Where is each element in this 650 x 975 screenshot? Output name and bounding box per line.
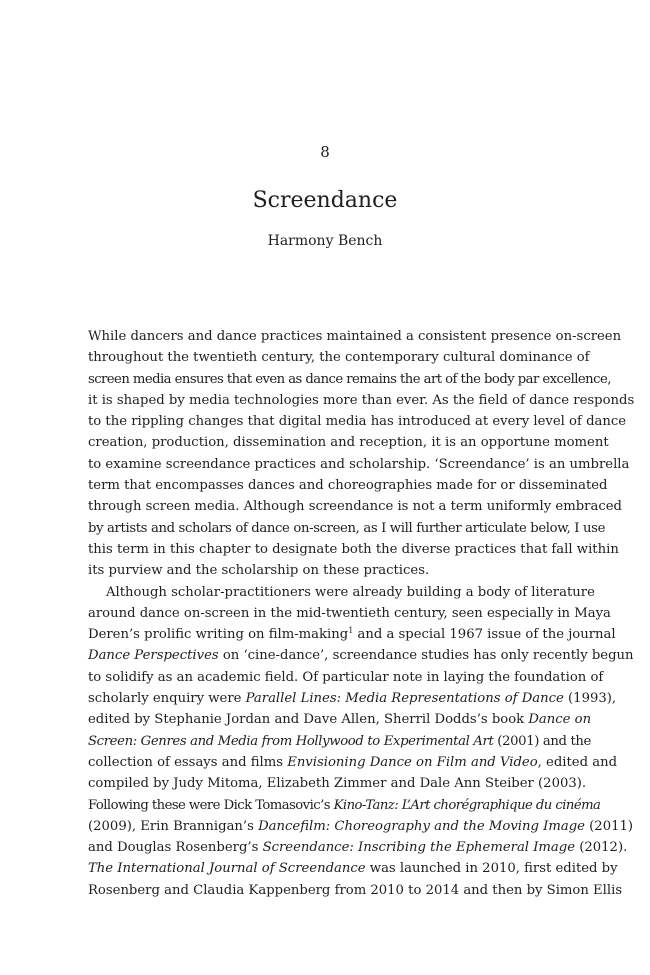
- text-line: [88, 837, 628, 858]
- text-span: (1993),: [563, 691, 617, 707]
- text-line: [88, 688, 617, 709]
- text-line: [88, 752, 618, 773]
- chapter-body: [88, 326, 635, 901]
- text-line: [88, 858, 618, 879]
- text-line: screen media ensures that even as dance remains the art of the body par excellence,: [88, 371, 611, 387]
- text-line: [88, 645, 634, 666]
- text-line: compiled by Judy Mitoma, Elizabeth Zimmer and Dale Ann Steiber (2003).: [88, 776, 587, 792]
- text-span: (2001) and the: [493, 733, 592, 749]
- text-line: [88, 816, 634, 837]
- text-span: (2009), Erin Brannigan’s: [88, 818, 259, 834]
- text-span: Deren’s prolific writing on film-making: [88, 627, 349, 643]
- text-span: and a special 1967 issue of the journal: [353, 627, 616, 643]
- text-line: [88, 731, 592, 752]
- text-line: [88, 624, 616, 645]
- chapter-author: Harmony Bench: [267, 233, 383, 249]
- text-span: scholarly enquiry were: [88, 691, 246, 707]
- italic-title: Envisioning Dance on Film and Video: [287, 754, 538, 770]
- text-line: [88, 795, 601, 816]
- chapter-number: 8: [320, 143, 330, 161]
- italic-title: Screendance: Inscribing the Ephemeral Image: [262, 840, 576, 856]
- italic-title: The International Journal of Screendance: [88, 861, 366, 877]
- italic-title: Parallel Lines: Media Representations of Dance: [245, 691, 564, 707]
- footnote-marker: 1: [348, 626, 354, 636]
- text-span: Following these were Dick Tomasovic’s: [88, 797, 334, 813]
- text-span: on ‘cine-dance’, screendance studies has only recently begun: [218, 648, 634, 664]
- italic-title: Screen: Genres and Media from Hollywood to Experimental Art: [88, 733, 494, 749]
- text-line: While dancers and dance practices maintained a consistent presence on-screen: [88, 329, 622, 344]
- text-line: its purview and the scholarship on these practices.: [88, 563, 430, 579]
- text-line: to the rippling changes that digital media has introduced at every level of dance: [88, 414, 627, 430]
- text-line: creation, production, dissemination and reception, it is an opportune moment: [88, 435, 609, 451]
- italic-title: Kino-Tanz: L’Art chorégraphique du cinéma: [333, 797, 601, 813]
- text-line: around dance on-screen in the mid-twentieth century, seen especially in Maya: [88, 605, 611, 621]
- text-line: to solidify as an academic field. Of particular note in laying the foundation of: [88, 669, 604, 685]
- paragraph-1: [88, 326, 635, 582]
- text-span: and Douglas Rosenberg’s: [88, 840, 263, 856]
- text-span: (2011): [584, 818, 634, 834]
- italic-title: Dance Perspectives: [88, 648, 219, 664]
- text-line: Rosenberg and Claudia Kappenberg from 2010 to 2014 and then by Simon Ellis: [88, 882, 623, 898]
- text-line: throughout the twentieth century, the contemporary cultural dominance of: [88, 350, 590, 366]
- text-line: this term in this chapter to designate both the diverse practices that fall within: [88, 541, 619, 557]
- text-line: to examine screendance practices and scholarship. ‘Screendance’ is an umbrella: [88, 456, 630, 472]
- text-span: edited by Stephanie Jordan and Dave Allen, Sherril Dodds’s book: [88, 712, 529, 728]
- text-line: Although scholar-practitioners were already building a body of literature: [106, 584, 595, 600]
- text-line: by artists and scholars of dance on-screen, as I will further articulate below, I use: [88, 520, 606, 536]
- text-line: [88, 709, 592, 730]
- text-span: collection of essays and films: [88, 754, 288, 770]
- italic-title: Dancefilm: Choreography and the Moving Image: [258, 818, 585, 834]
- text-line: it is shaped by media technologies more than ever. As the field of dance responds: [88, 392, 635, 408]
- text-span: (2012).: [575, 840, 628, 856]
- text-line: term that encompasses dances and choreographies made for or disseminated: [88, 478, 608, 494]
- text-span: was launched in 2010, first edited by: [365, 861, 618, 877]
- text-line: through screen media. Although screendance is not a term uniformly embraced: [88, 499, 622, 515]
- text-span: , edited and: [537, 754, 618, 770]
- chapter-title: Screendance: [252, 188, 398, 213]
- paragraph-2: [88, 582, 634, 901]
- italic-title: Dance on: [528, 712, 592, 728]
